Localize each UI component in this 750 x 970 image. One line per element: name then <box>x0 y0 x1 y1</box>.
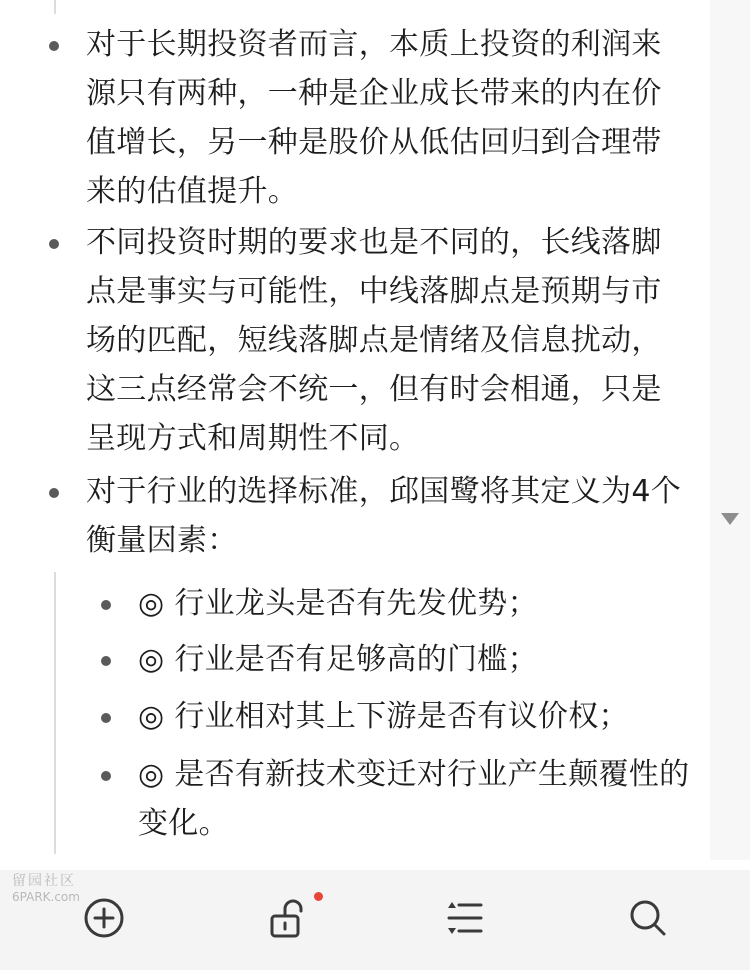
search-icon[interactable] <box>626 896 670 940</box>
sub-list-item: ◎ 行业龙头是否有先发优势； <box>138 586 538 621</box>
bottom-toolbar <box>0 870 750 970</box>
sub-bullet-dot <box>101 713 111 723</box>
indent-guide-line <box>54 572 56 854</box>
notification-badge <box>314 892 323 901</box>
watermark-url-text: 6PARK.com <box>12 890 80 904</box>
sub-bullet-dot <box>101 600 111 610</box>
unlock-icon[interactable] <box>266 896 310 940</box>
watermark-logo-text: 留园社区 <box>12 873 76 889</box>
outline-list-icon[interactable] <box>443 896 487 940</box>
sub-list-item: ◎ 是否有新技术变迁对行业产生颠覆性的变化。 <box>138 757 690 841</box>
bullet-dot <box>49 239 59 249</box>
list-item: 对于行业的选择标准，邱国鹭将其定义为4个衡量因素： <box>86 474 682 558</box>
list-item: 对于长期投资者而言，本质上投资的利润来源只有两种，一种是企业成长带来的内在价值增长，另一种是股价从低估回归到合理带来的估值提升。 <box>86 27 662 209</box>
bullet-dot <box>49 488 59 498</box>
sub-list-item: ◎ 行业是否有足够高的门槛； <box>138 642 538 677</box>
indent-guide-line <box>54 0 56 14</box>
scrollbar[interactable] <box>710 0 750 860</box>
list-item: 不同投资时期的要求也是不同的，长线落脚点是事实与可能性，中线落脚点是预期与市场的匹配，短线落脚点是情绪及信息扰动，这三点经常会不统一，但有时会相通，只是呈现方式和周期性不同。 <box>86 225 662 456</box>
sub-list-item: ◎ 行业相对其上下游是否有议价权； <box>138 699 629 734</box>
sub-bullet-dot <box>101 771 111 781</box>
scroll-down-arrow-icon[interactable] <box>721 513 739 525</box>
bullet-dot <box>49 41 59 51</box>
plus-circle-icon[interactable] <box>82 896 126 940</box>
sub-bullet-dot <box>101 656 111 666</box>
